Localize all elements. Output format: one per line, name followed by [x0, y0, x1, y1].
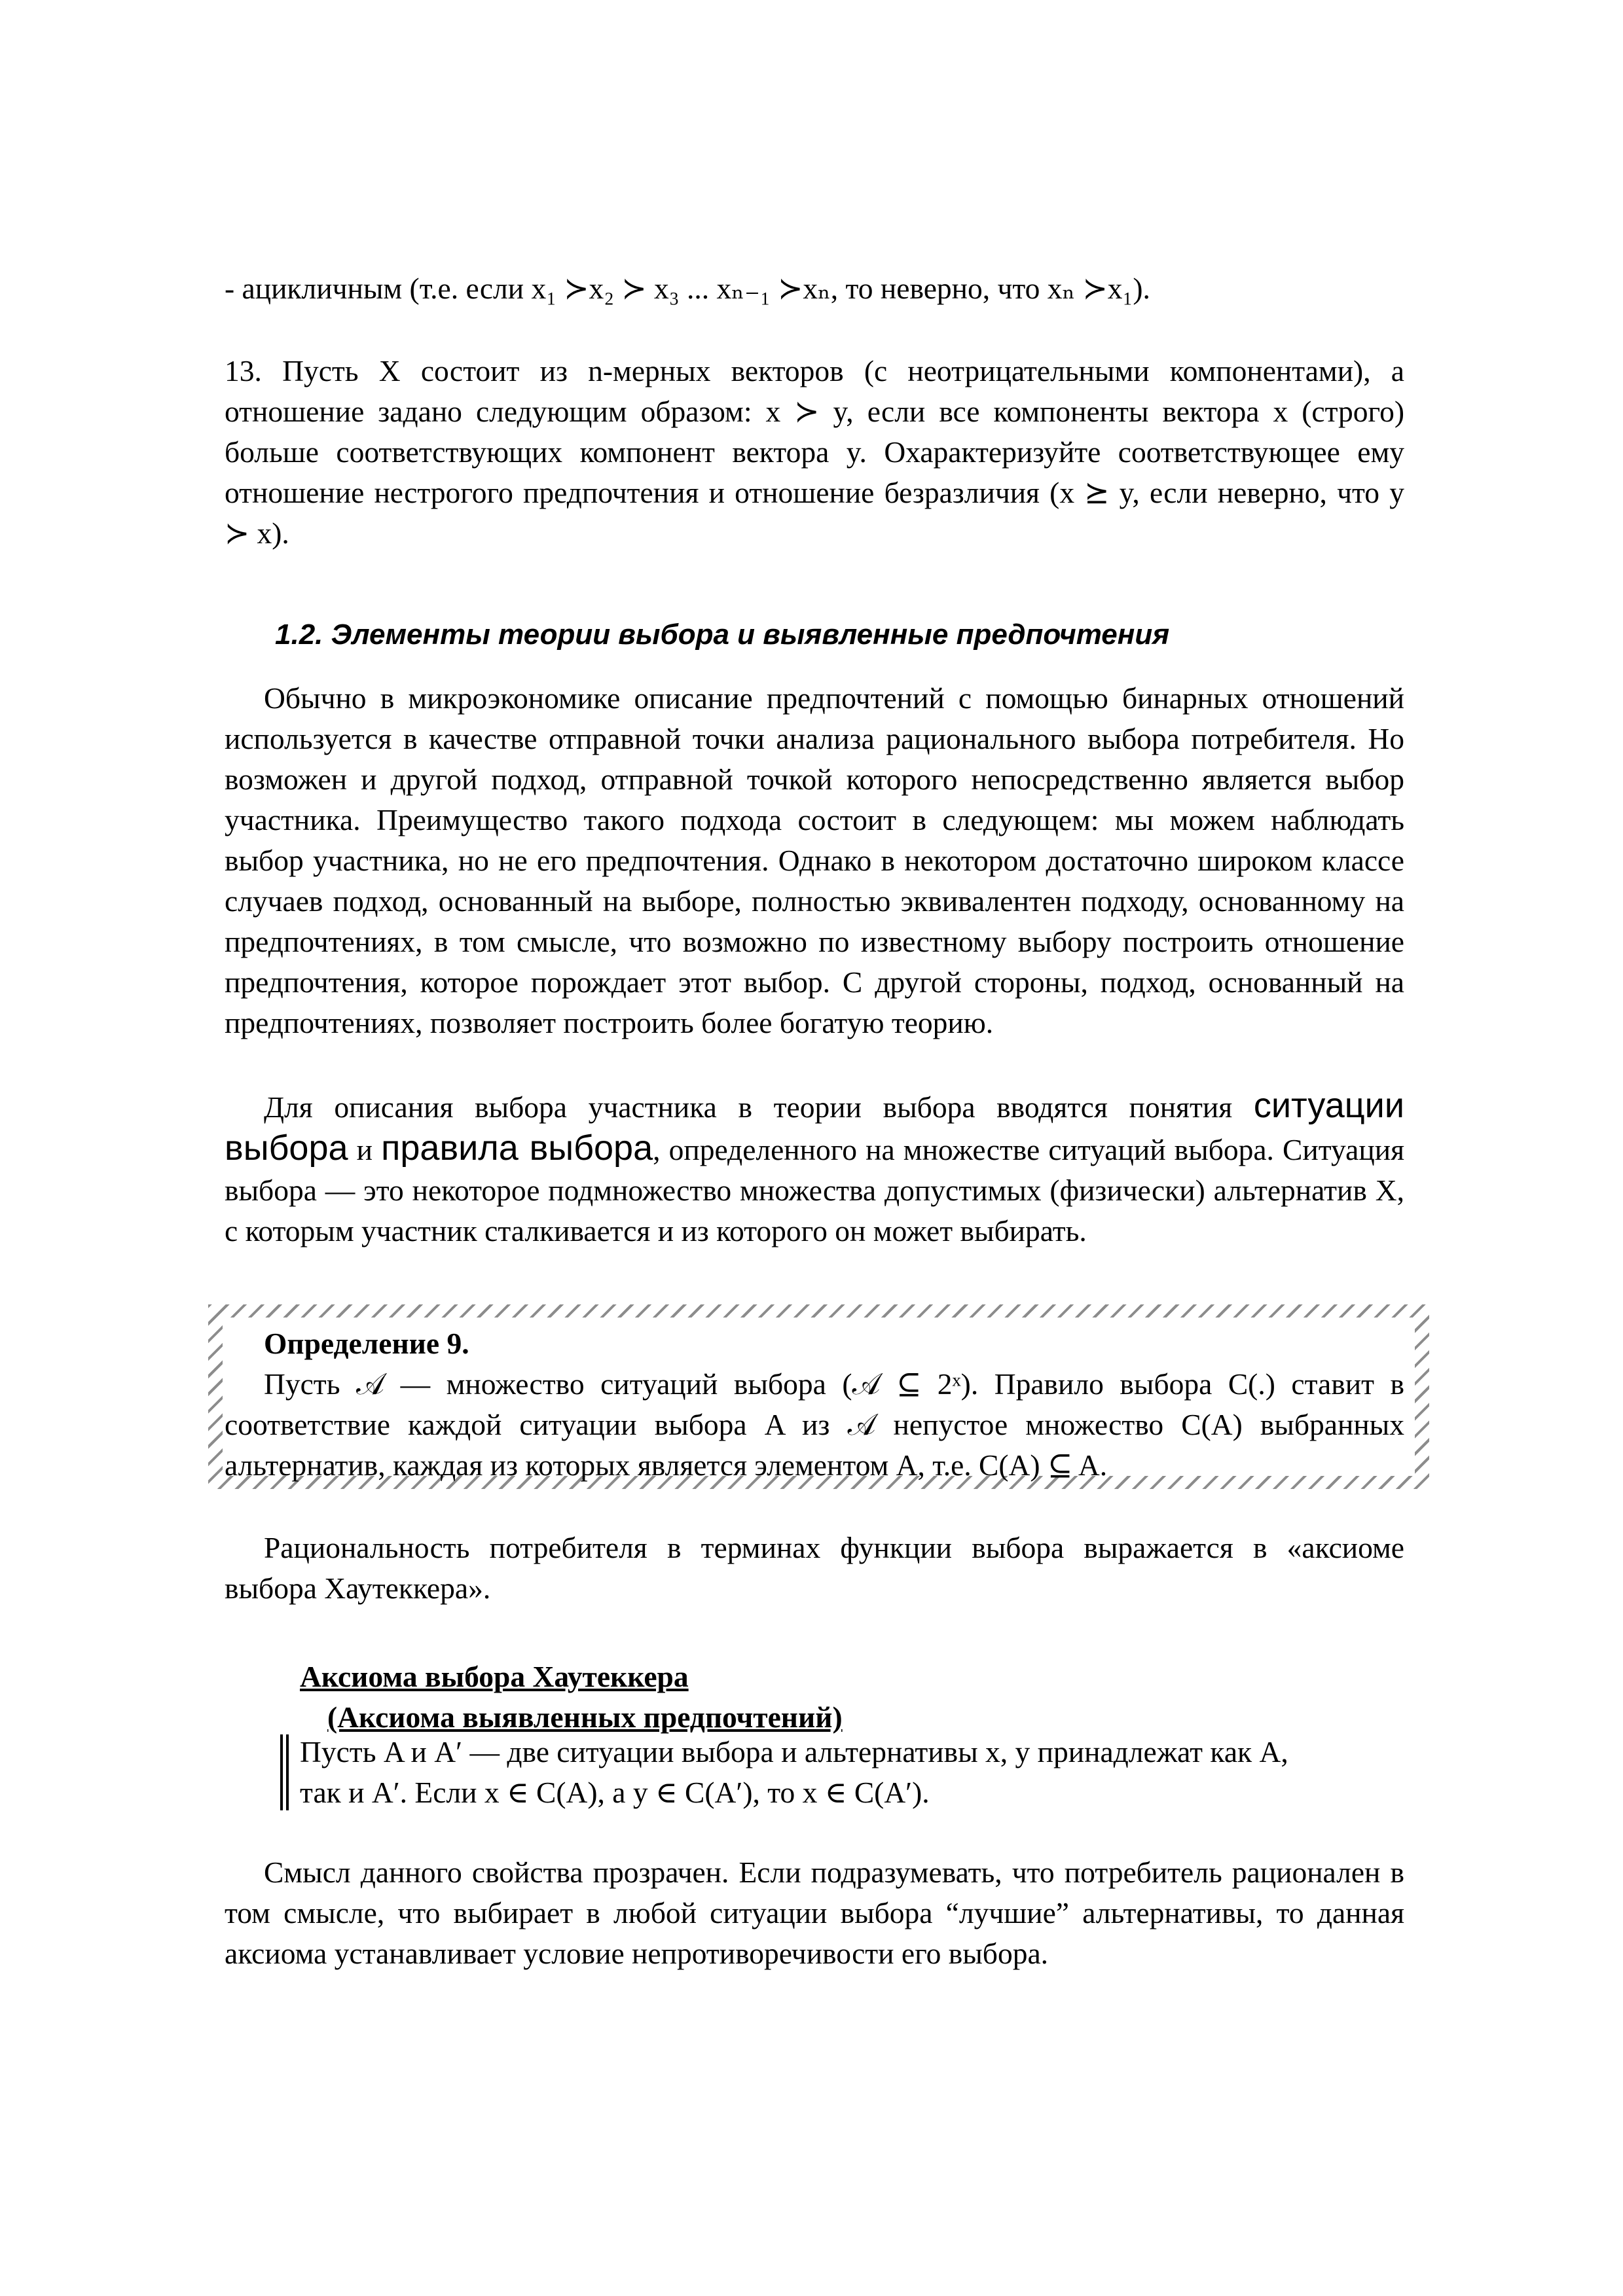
acyclic-property-line: - ацикличным (т.е. если x₁ ≻x₂ ≻ x₃ ... xₙ₋₁ ≻xₙ, то неверно, что xₙ ≻x₁).: [225, 272, 1150, 305]
axiom-line-2: так и A′. Если x ∈ C(A), а y ∈ C(A′), то x ∈ C(A′).: [300, 1776, 930, 1809]
section-heading: 1.2. Элементы теории выбора и выявленные предпочтения: [275, 619, 1170, 651]
paragraph-choice-concepts: [225, 1085, 1404, 1251]
axiom-title: Аксиома выбора Хаутеккера: [300, 1660, 689, 1693]
definition-title: [225, 1323, 1404, 1486]
problem-13-paragraph: 13. Пусть X состоит из n-мерных векторов (с неотрицательными компонентами), а отношение задано следующим образом: x ≻ y, если все компоненты вектора x (строго) больше соответствующих компонент вектора y. Охарактеризуйте соответствующее ему отношение нестрогого предпочтения и отношение безразличия (x ⪰ y, если неверно, что y ≻ x).: [225, 354, 1404, 550]
axiom-line-1: Пусть A и A′ — две ситуации выбора и альтернативы x, y принадлежат как A,: [300, 1735, 1288, 1768]
para2-lead-text: Для описания выбора участника в теории выбора вводятся понятия: [264, 1090, 1233, 1124]
definition-heading: Определение 9.: [264, 1327, 469, 1360]
axiom-side-bar-inner: [286, 1734, 289, 1810]
axiom-statement: [300, 1732, 1413, 1813]
term-choice-rule: правила выбора: [381, 1128, 653, 1168]
paragraph-rationality: Рациональность потребителя в терминах функции выбора выражается в «аксиоме выбора Хаутеккера».: [225, 1531, 1404, 1605]
term-choice-situation: ситуации выбора: [225, 1086, 1405, 1168]
para2-conjunction: и: [356, 1133, 373, 1166]
paragraph-axiom-meaning: Смысл данного свойства прозрачен. Если подразумевать, что потребитель рационален в том смысле, что выбирает в любой ситуации выбора “лучшие” альтернативы, то данная аксиома устанавливает условие непротиворечивости его выбора.: [225, 1856, 1404, 1970]
para2-tail-text: , определенного на множестве ситуаций выбора. Ситуация выбора — это некоторое подмножество множества допустимых (физически) альтернатив X, с которым участник сталкивается и из которого он может выбирать.: [225, 1133, 1405, 1247]
definition-body: Пусть 𝒜 — множество ситуаций выбора (𝒜 ⊆ 2ˣ). Правило выбора C(.) ставит в соответствие каждой ситуации выбора A из 𝒜 непустое множество C(A) выбранных альтернатив, каждая из которых является элементом A, т.е. C(A) ⊆ A.: [225, 1367, 1404, 1482]
axiom-side-bar: [280, 1734, 283, 1810]
axiom-subtitle: (Аксиома выявленных предпочтений): [327, 1700, 843, 1734]
paragraph-choice-theory-intro: Обычно в микроэкономике описание предпочтений с помощью бинарных отношений используется в качестве отправной точки анализа рационального выбора потребителя. Но возможен и другой подход, отправной точкой которого непосредственно является выбор участника. Преимущество такого подхода состоит в следующем: мы можем наблюдать выбор участника, но не его предпочтения. Однако в некотором достаточно широком классе случаев подход, основанный на выборе, полностью эквивалентен подходу, основанному на предпочтениях, в том смысле, что возможно по известному выбору построить отношение предпочтения, которое порождает этот выбор. С другой стороны, подход, основанный на предпочтениях, позволяет построить более богатую теорию.: [225, 681, 1404, 1039]
